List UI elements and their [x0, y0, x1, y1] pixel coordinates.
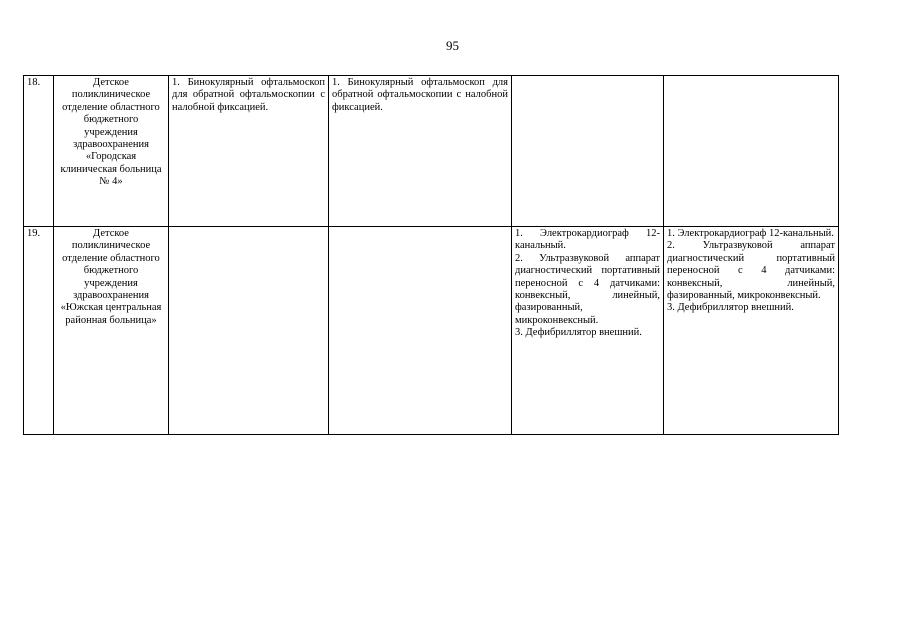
table-row: [24, 227, 839, 435]
equipment-item: 1. Бинокулярный офтальмоскоп для обратной офтальмоскопии с налобной фиксацией.: [172, 77, 325, 113]
equipment-item: 3. Дефибриллятор внешний.: [515, 327, 642, 339]
institution-name: Детское поликлиническое отделение областного бюджетного учреждения здравоохранения «Городская клиническая больница № 4»: [54, 76, 169, 227]
equipment-cell: [169, 227, 329, 435]
table-row: [24, 76, 839, 227]
equipment-item: 3. Дефибриллятор внешний.: [667, 302, 794, 314]
equipment-item: 2. Ультразвуковой аппарат диагностический портативный переносной с 4 датчиками: конвексный, линейный, фазированный, микроконвексный.: [667, 240, 835, 302]
equipment-cell: [169, 76, 329, 227]
equipment-table: [23, 75, 839, 435]
equipment-cell: [329, 76, 512, 227]
equipment-cell: [664, 227, 839, 435]
equipment-cell: [512, 76, 664, 227]
row-number: 18.: [24, 76, 54, 227]
equipment-item: 1. Электрокардиограф 12-канальный.: [515, 228, 660, 252]
equipment-item: 2. Ультразвуковой аппарат диагностический портативный переносной с 4 датчиками: конвексный, линейный, фазированный, микроконвексный.: [515, 252, 660, 326]
equipment-cell: [329, 227, 512, 435]
equipment-cell: [512, 227, 664, 435]
equipment-item: 1. Бинокулярный офтальмоскоп для обратной офтальмоскопии с налобной фиксацией.: [332, 77, 508, 113]
institution-name: Детское поликлиническое отделение областного бюджетного учреждения здравоохранения «Южская центральная районная больница»: [54, 227, 169, 435]
page-number: 95: [446, 38, 459, 53]
equipment-item: 1. Электрокардиограф 12-канальный.: [667, 228, 834, 239]
equipment-cell: [664, 76, 839, 227]
row-number: 19.: [24, 227, 54, 435]
